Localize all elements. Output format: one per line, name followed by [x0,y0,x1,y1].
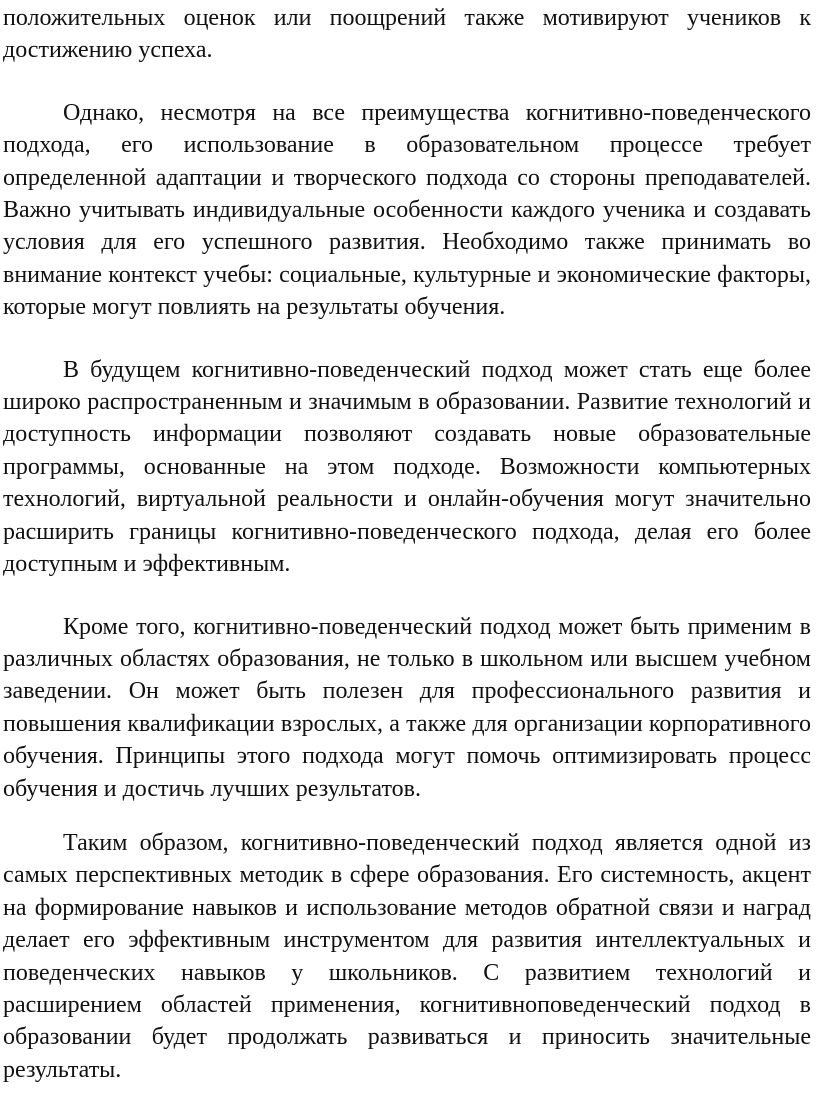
paragraph-conclusion: Таким образом, когнитивно-поведенческий подход является одной из самых перспективных методик в сфере образования. Его системность, акцент на формирование навыков и использование методов обратной связи и наград делает его эффективным инструментом для развития интеллектуальных и поведенческих навыков у школьников. С развитием технологий и расширением областей применения, когнитивноповеденческий подход в образовании будет продолжать развиваться и приносить значительные результаты. [3,829,811,1083]
document-page [3,0,811,1086]
paragraph-applications: Кроме того, когнитивно-поведенческий подход может быть применим в различных областях образования, не только в школьном или высшем учебном заведении. Он может быть полезен для профессионального развития и повышения квалификации взрослых, а также для организации корпоративного обучения. Принципы этого подхода могут помочь оптимизировать процесс обучения и достичь лучших результатов. [3,613,811,802]
paragraph-adaptation: Однако, несмотря на все преимущества когнитивно-поведенческого подхода, его использование в образовательном процессе требует определенной адаптации и творческого подхода со стороны преподавателей. Важно учитывать индивидуальные особенности каждого ученика и создавать условия для его успешного развития. Необходимо также принимать во внимание контекст учебы: социальные, культурные и экономические факторы, которые могут повлиять на результаты обучения. [3,99,811,321]
paragraph-continuation: положительных оценок или поощрений также мотивируют учеников к достижению успеха. [3,5,811,64]
paragraph-future: В будущем когнитивно-поведенческий подход может стать еще более широко распространенным и значимым в образовании. Развитие технологий и доступность информации позволяют создавать новые образовательные программы, основанные на этом подходе. Возможности компьютерных технологий, виртуальной реальности и онлайн-обучения могут значительно расширить границы когнитивно-поведенческого подхода, делая его более доступным и эффективным. [3,356,811,578]
